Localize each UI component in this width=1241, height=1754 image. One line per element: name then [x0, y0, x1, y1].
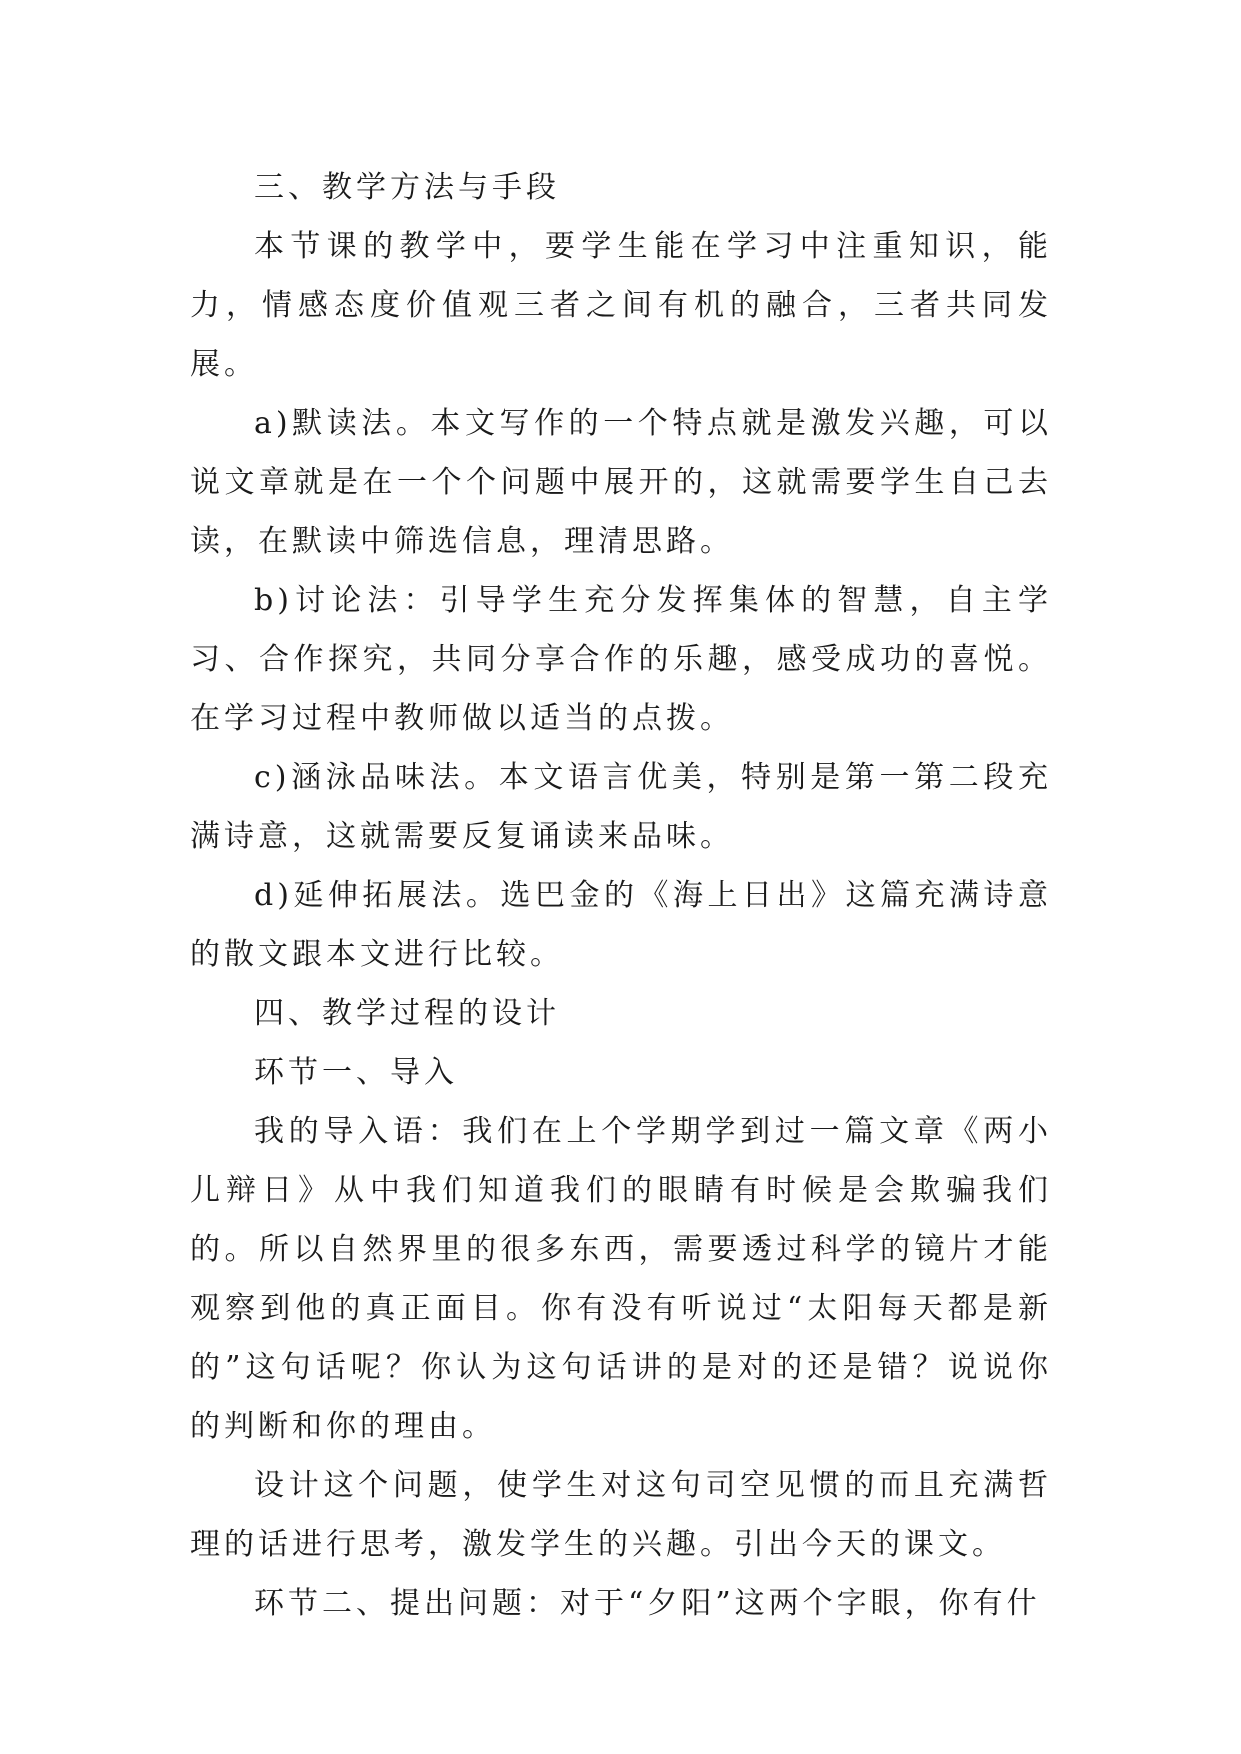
paragraph-lead-in: 我的导入语：我们在上个学期学到过一篇文章《两小儿辩日》从中我们知道我们的眼睛有时候是会欺骗我们的。所以自然界里的很多东西，需要透过科学的镜片才能观察到他的真正面目。你有没有听说过“太阳每天都是新的”这句话呢？你认为这句话讲的是对的还是错？说说你的判断和你的理由。 [190, 1114, 1052, 1444]
paragraph-method-d: d)延伸拓展法。选巴金的《海上日出》这篇充满诗意的散文跟本文进行比较。 [190, 878, 1052, 972]
paragraph-method-c: c)涵泳品味法。本文语言优美，特别是第一第二段充满诗意，这就需要反复诵读来品味。 [190, 760, 1052, 854]
paragraph-method-b: b)讨论法：引导学生充分发挥集体的智慧，自主学习、合作探究，共同分享合作的乐趣，感受成功的喜悦。在学习过程中教师做以适当的点拨。 [190, 583, 1052, 736]
paragraph-method-a: a)默读法。本文写作的一个特点就是激发兴趣，可以说文章就是在一个个问题中展开的，这就需要学生自己去读，在默读中筛选信息，理清思路。 [190, 406, 1052, 559]
subheading-step-one: 环节一、导入 [254, 1055, 458, 1090]
section-heading-process: 四、教学过程的设计 [254, 996, 560, 1031]
paragraph-design-rationale: 设计这个问题，使学生对这句司空见惯的而且充满哲理的话进行思考，激发学生的兴趣。引出今天的课文。 [190, 1468, 1052, 1562]
paragraph-step-two: 环节二、提出问题：对于“夕阳”这两个字眼，你有什 [254, 1586, 1041, 1621]
section-heading-methods: 三、教学方法与手段 [254, 170, 560, 205]
document-body [190, 158, 1052, 1633]
paragraph-intro: 本节课的教学中，要学生能在学习中注重知识，能力，情感态度价值观三者之间有机的融合，三者共同发展。 [190, 229, 1052, 382]
